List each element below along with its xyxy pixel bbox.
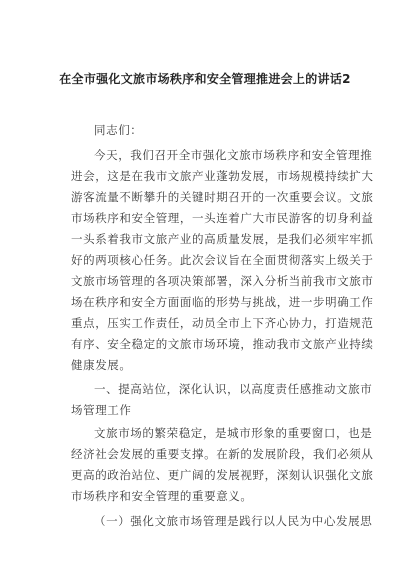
salutation-line: 同志们： [94,123,143,137]
paragraph-1-line: 有序、安全稳定的文旅市场环境，推动我市文旅产业持续 [71,337,374,351]
paragraph-1-line: 文旅市场管理的各项决策部署，深入分析当前我市文旅市 [71,274,374,288]
paragraph-2-line: 更高的政治站位、更广阔的发展视野，深刻认识强化文旅 [71,468,374,482]
paragraph-1-line: 今天，我们召开全市强化文旅市场秩序和安全管理推 [94,148,373,162]
paragraph-1-line: 游客流量不断攀升的关键时期召开的一次重要会议。文旅 [71,190,374,204]
paragraph-1-line: 进会，这是在我市文旅产业蓬勃发展，市场规模持续扩大 [71,169,374,183]
paragraph-1-line: 场在秩序和安全方面面临的形势与挑战，进一步明确工作 [71,295,374,309]
paragraph-1-line: 市场秩序和安全管理，一头连着广大市民游客的切身利益 [71,211,374,225]
paragraph-2-line: 经济社会发展的重要支撑。在新的发展阶段，我们必须从 [71,447,374,461]
section-heading-line: 一、提高站位，深化认识，以高度责任感推动文旅市 [94,382,373,396]
subsection-heading-line: （一）强化文旅市场管理是践行以人民为中心发展思 [94,514,373,528]
section-heading-line: 场管理工作 [71,403,132,417]
paragraph-1-line: 重点，压实工作责任，动员全市上下齐心协力，打造规范 [71,316,374,330]
document-title: 在全市强化文旅市场秩序和安全管理推进会上的讲话2 [59,72,351,86]
paragraph-1-line: 好的两项核心任务。此次会议旨在全面贯彻落实上级关于 [71,253,374,267]
paragraph-2-line: 市场秩序和安全管理的重要意义。 [71,489,253,503]
paragraph-1-line: 一头系着我市文旅产业的高质量发展，是我们必须牢牢抓 [71,232,374,246]
paragraph-2-line: 文旅市场的繁荣稳定，是城市形象的重要窗口，也是 [94,426,373,440]
paragraph-1-line: 健康发展。 [71,358,132,372]
